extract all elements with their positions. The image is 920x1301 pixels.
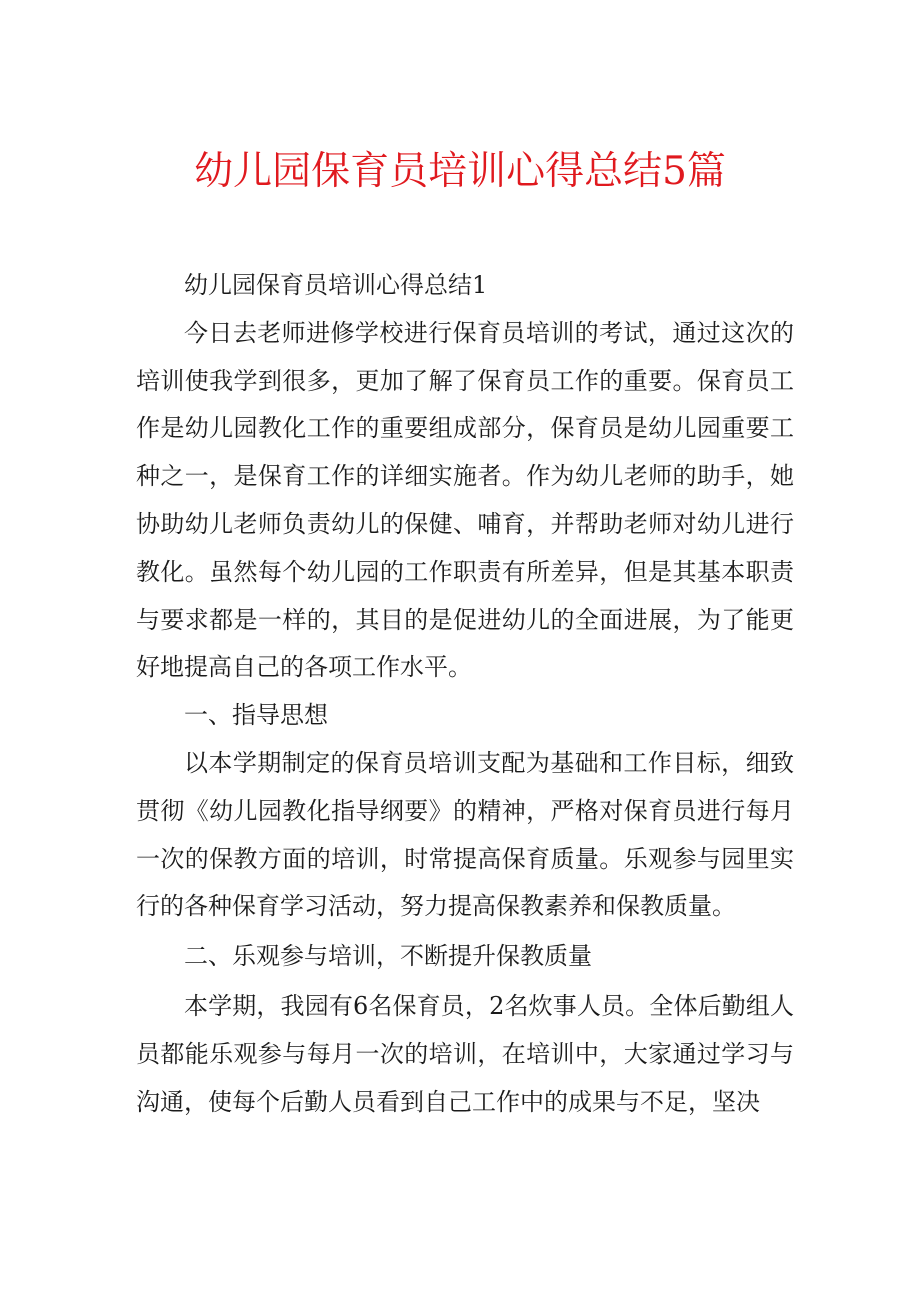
paragraph-guiding-ideology: 以本学期制定的保育员培训支配为基础和工作目标，细致贯彻《幼儿园教化指导纲要》的精神，严格对保育员进行每月一次的保教方面的培训，时常提高保育质量。乐观参与园里实行的各种保育学习活动，努力提高保教素养和保教质量。 — [136, 748, 794, 921]
section-title: 幼儿园保育员培训心得总结1 — [184, 271, 488, 299]
document-body — [136, 262, 794, 1126]
heading-training-participation: 二、乐观参与培训，不断提升保教质量 — [184, 942, 592, 971]
paragraph-training-participation: 本学期，我园有6名保育员，2名炊事人员。全体后勤组人员都能乐观参与每月一次的培训，在培训中，大家通过学习与沟通，使每个后勤人员看到自己工作中的成果与不足，坚决 — [136, 991, 794, 1116]
document-title: 幼儿园保育员培训心得总结5篇 — [194, 149, 726, 194]
paragraph-intro: 今日去老师进修学校进行保育员培训的考试，通过这次的培训使我学到很多，更加了解了保育员工作的重要。保育员工作是幼儿园教化工作的重要组成部分，保育员是幼儿园重要工种之一，是保育工作的详细实施者。作为幼儿老师的助手，她协助幼儿老师负责幼儿的保健、哺育，并帮助老师对幼儿进行教化。虽然每个幼儿园的工作职责有所差异，但是其基本职责与要求都是一样的，其目的是促进幼儿的全面进展，为了能更好地提高自己的各项工作水平。 — [136, 318, 794, 682]
heading-guiding-ideology: 一、指导思想 — [184, 701, 328, 730]
